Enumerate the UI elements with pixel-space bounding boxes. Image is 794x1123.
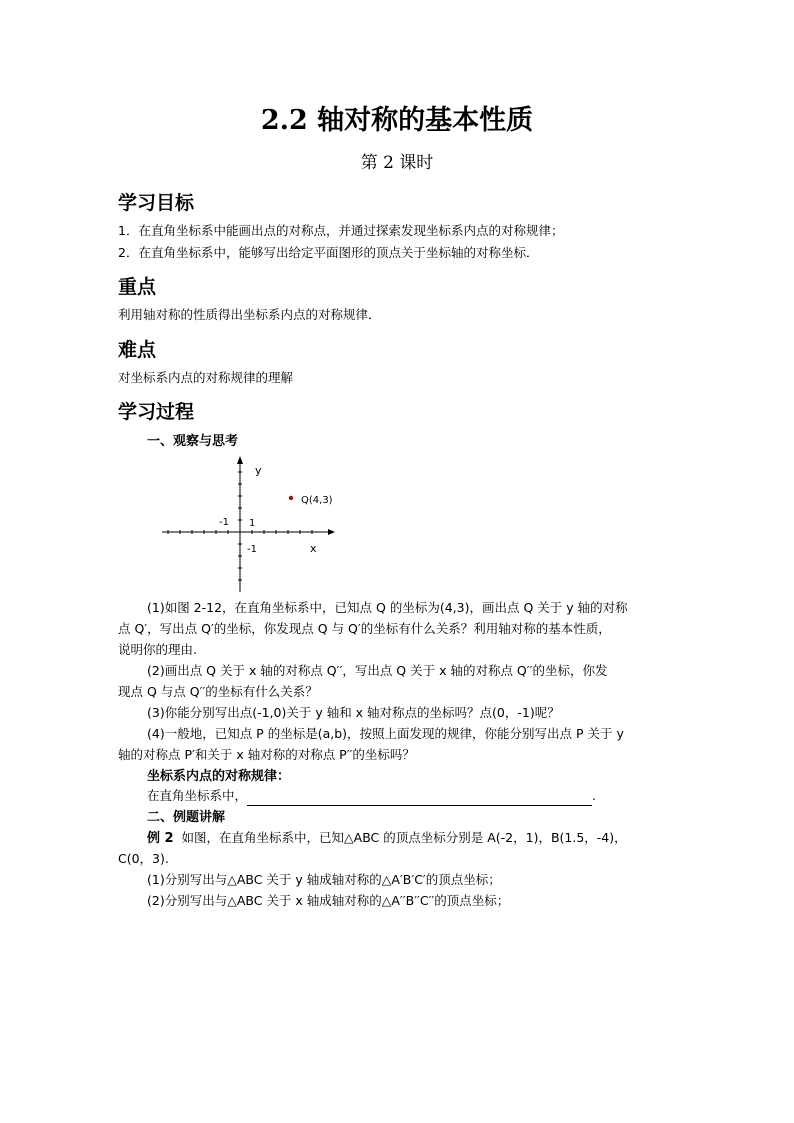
key-point-text: 利用轴对称的性质得出坐标系内点的对称规律． (118, 307, 381, 322)
key-point-heading: 重点 (118, 276, 157, 298)
example-2-line-2: C(0，3). (118, 851, 169, 866)
example-label: 例 2 (147, 831, 174, 846)
question-3-line-1: (3)你能分别写出点(-1,0)关于 y 轴和 x 轴对称点的坐标吗？点(0，-1)呢？ (147, 705, 560, 720)
coordinate-graph (158, 452, 338, 594)
objective-item-2: 2．在直角坐标系中，能够写出给定平面图形的顶点关于坐标轴的对称坐标． (118, 245, 539, 260)
rule-suffix: . (592, 788, 596, 803)
objective-item-1: 1．在直角坐标系中能画出点的对称点，并通过探索发现坐标系内点的对称规律； (118, 223, 564, 238)
y-axis-arrow-icon (237, 456, 243, 464)
question-2-line-1: (2)画出点 Q 关于 x 轴的对称点 Q′′，写出点 Q 关于 x 轴的对称点 Q′′的坐标，你发 (147, 663, 608, 678)
example-2-question-2: (2)分别写出与△ABC 关于 x 轴成轴对称的△A′′B′′C′′的顶点坐标； (147, 893, 510, 908)
question-1-line-2: 点 Q′，写出点 Q′的坐标，你发现点 Q 与 Q′的坐标有什么关系？利用轴对称的基本性质， (118, 621, 611, 636)
tick-label-neg1-x: -1 (219, 517, 229, 528)
point-q-label: Q(4,3) (301, 495, 333, 506)
process-heading: 学习过程 (118, 401, 195, 423)
page-subtitle: 第 2 课时 (360, 153, 434, 173)
x-axis-label: x (310, 542, 317, 555)
x-axis-arrow-icon (328, 529, 335, 535)
section-examples: 二、例题讲解 (147, 810, 226, 825)
example-text-1: 如图，在直角坐标系中，已知△ABC 的顶点坐标分别是 A(-2，1)，B(1.5，-4)， (181, 830, 627, 845)
example-2-question-1: (1)分别写出与△ABC 关于 y 轴成轴对称的△A′B′C′的顶点坐标； (147, 872, 501, 887)
question-1-line-1: (1)如图 2-12，在直角坐标系中，已知点 Q 的坐标为(4,3)，画出点 Q 关于 y 轴的对称 (147, 600, 628, 615)
question-4-line-1: (4)一般地，已知点 P 的坐标是(a,b)，按照上面发现的规律，你能分别写出点 P 关于 y (147, 726, 624, 741)
tick-label-pos1-y: 1 (249, 518, 256, 529)
tick-label-neg1-y: -1 (247, 544, 257, 555)
rule-heading: 坐标系内点的对称规律： (147, 769, 291, 784)
rule-prefix: 在直角坐标系中， (147, 788, 248, 803)
example-2-line-1 (147, 827, 627, 849)
question-2-line-2: 现点 Q 与点 Q′′的坐标有什么关系？ (118, 684, 318, 699)
y-axis-label: y (255, 464, 262, 477)
question-1-line-3: 说明你的理由. (118, 642, 197, 657)
difficulty-text: 对坐标系内点的对称规律的理解 (118, 370, 294, 385)
rule-answer-blank[interactable] (247, 791, 592, 806)
point-q (289, 496, 293, 500)
section-observe-think: 一、观察与思考 (147, 434, 239, 449)
question-4-line-2: 轴的对称点 P′和关于 x 轴对称的对称点 P′′的坐标吗？ (118, 747, 415, 762)
objectives-heading: 学习目标 (118, 192, 195, 214)
difficulty-heading: 难点 (118, 339, 157, 361)
page-title: 2.2 轴对称的基本性质 (260, 105, 534, 136)
rule-sentence (147, 785, 596, 806)
